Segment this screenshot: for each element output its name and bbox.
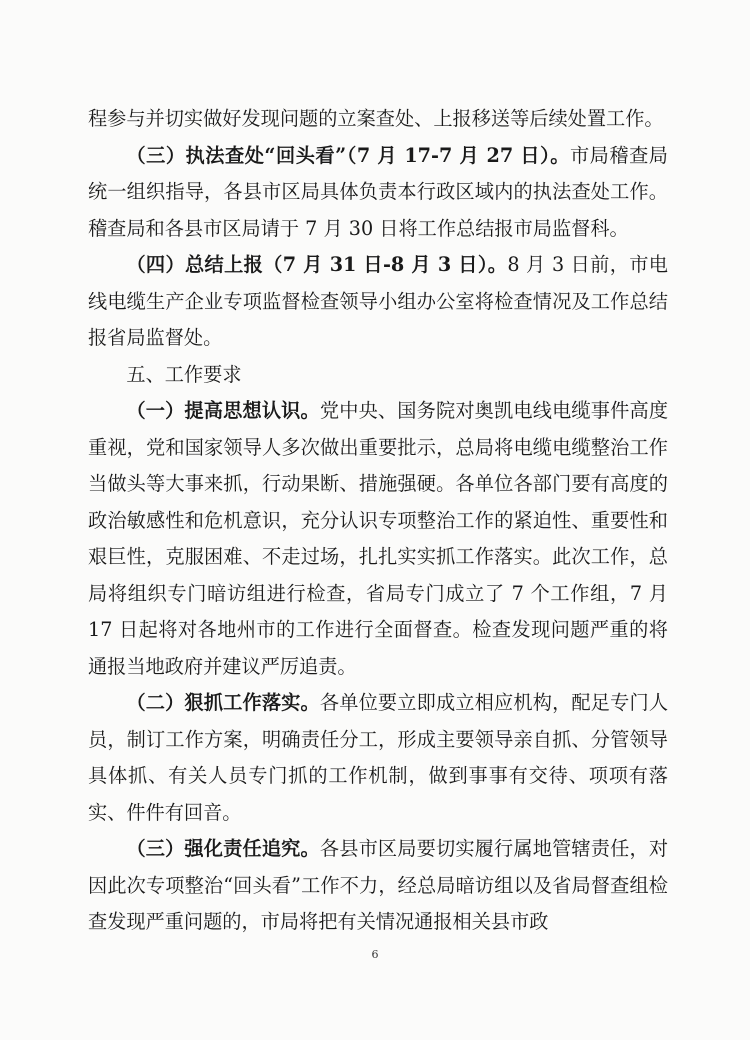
paragraph-text: 各单位要立即成立相应机构，配足专门人员，制订工作方案，明确责任分工，形成主要领导亲自抓、分管领导具体抓、有关人员专门抓的工作机制，做到事事有交待、项项有落实、件件有回音。 [88,691,669,824]
paragraph-text: 8 月 3 日前，市电线电缆生产企业专项监督检查领导小组办公室将检查情况及工作总结报省局监督处。 [88,253,668,349]
paragraph-lead: （四）总结上报（7 月 31 日-8 月 3 日）。 [126,253,508,276]
paragraph-summary-report [88,247,668,357]
paragraph-text: 程参与并切实做好发现问题的立案查处、上报移送等后续处置工作。 [88,107,664,130]
paragraph-lead: （三）强化责任追究。 [126,837,320,860]
section-heading-work-requirements: 五、工作要求 [126,362,242,386]
paragraph-continuation [88,101,668,138]
paragraph-text: 党中央、国务院对奥凯电线电缆事件高度重视，党和国家领导人多次做出重要批示，总局将电缆电缆整治工作当做头等大事来抓，行动果断、措施强硬。各单位各部门要有高度的政治敏感性和危机意识，充分认识专项整治工作的紧迫性、重要性和艰巨性，克服困难、不走过场，扎扎实实抓工作落实。此次工作，总局将组织专门暗访组进行检查，省局专门成立了 7 个工作组，7 月 17 日起将对各地州市的工作进行全面督查。检查发现问题严重的将通报当地政府并建议严厉追责。 [88,399,669,678]
paragraph-lead: （一）提高思想认识。 [126,399,320,422]
paragraph-text: 各县市区局要切实履行属地管辖责任，对因此次专项整治“回头看”工作不力，经总局暗访组以及省局督查组检查发现严重问题的，市局将把有关情况通报相关县市政 [88,837,669,933]
paragraph-raise-awareness [88,393,668,685]
document-body [88,101,668,941]
paragraph-accountability [88,831,668,941]
paragraph-text: 市局稽查局统一组织指导，各县市区局具体负责本行政区域内的执法查处工作。稽查局和各县市区局请于 7 月 30 日将工作总结报市局监督科。 [88,143,668,240]
paragraph-enforcement-review [88,138,668,248]
paragraph-lead: （三）执法查处“回头看”（7 月 17-7 月 27 日）。 [126,143,570,167]
paragraph-implementation [88,685,668,831]
paragraph-lead: （二）狠抓工作落实。 [126,691,320,714]
page-number: 6 [371,948,379,961]
